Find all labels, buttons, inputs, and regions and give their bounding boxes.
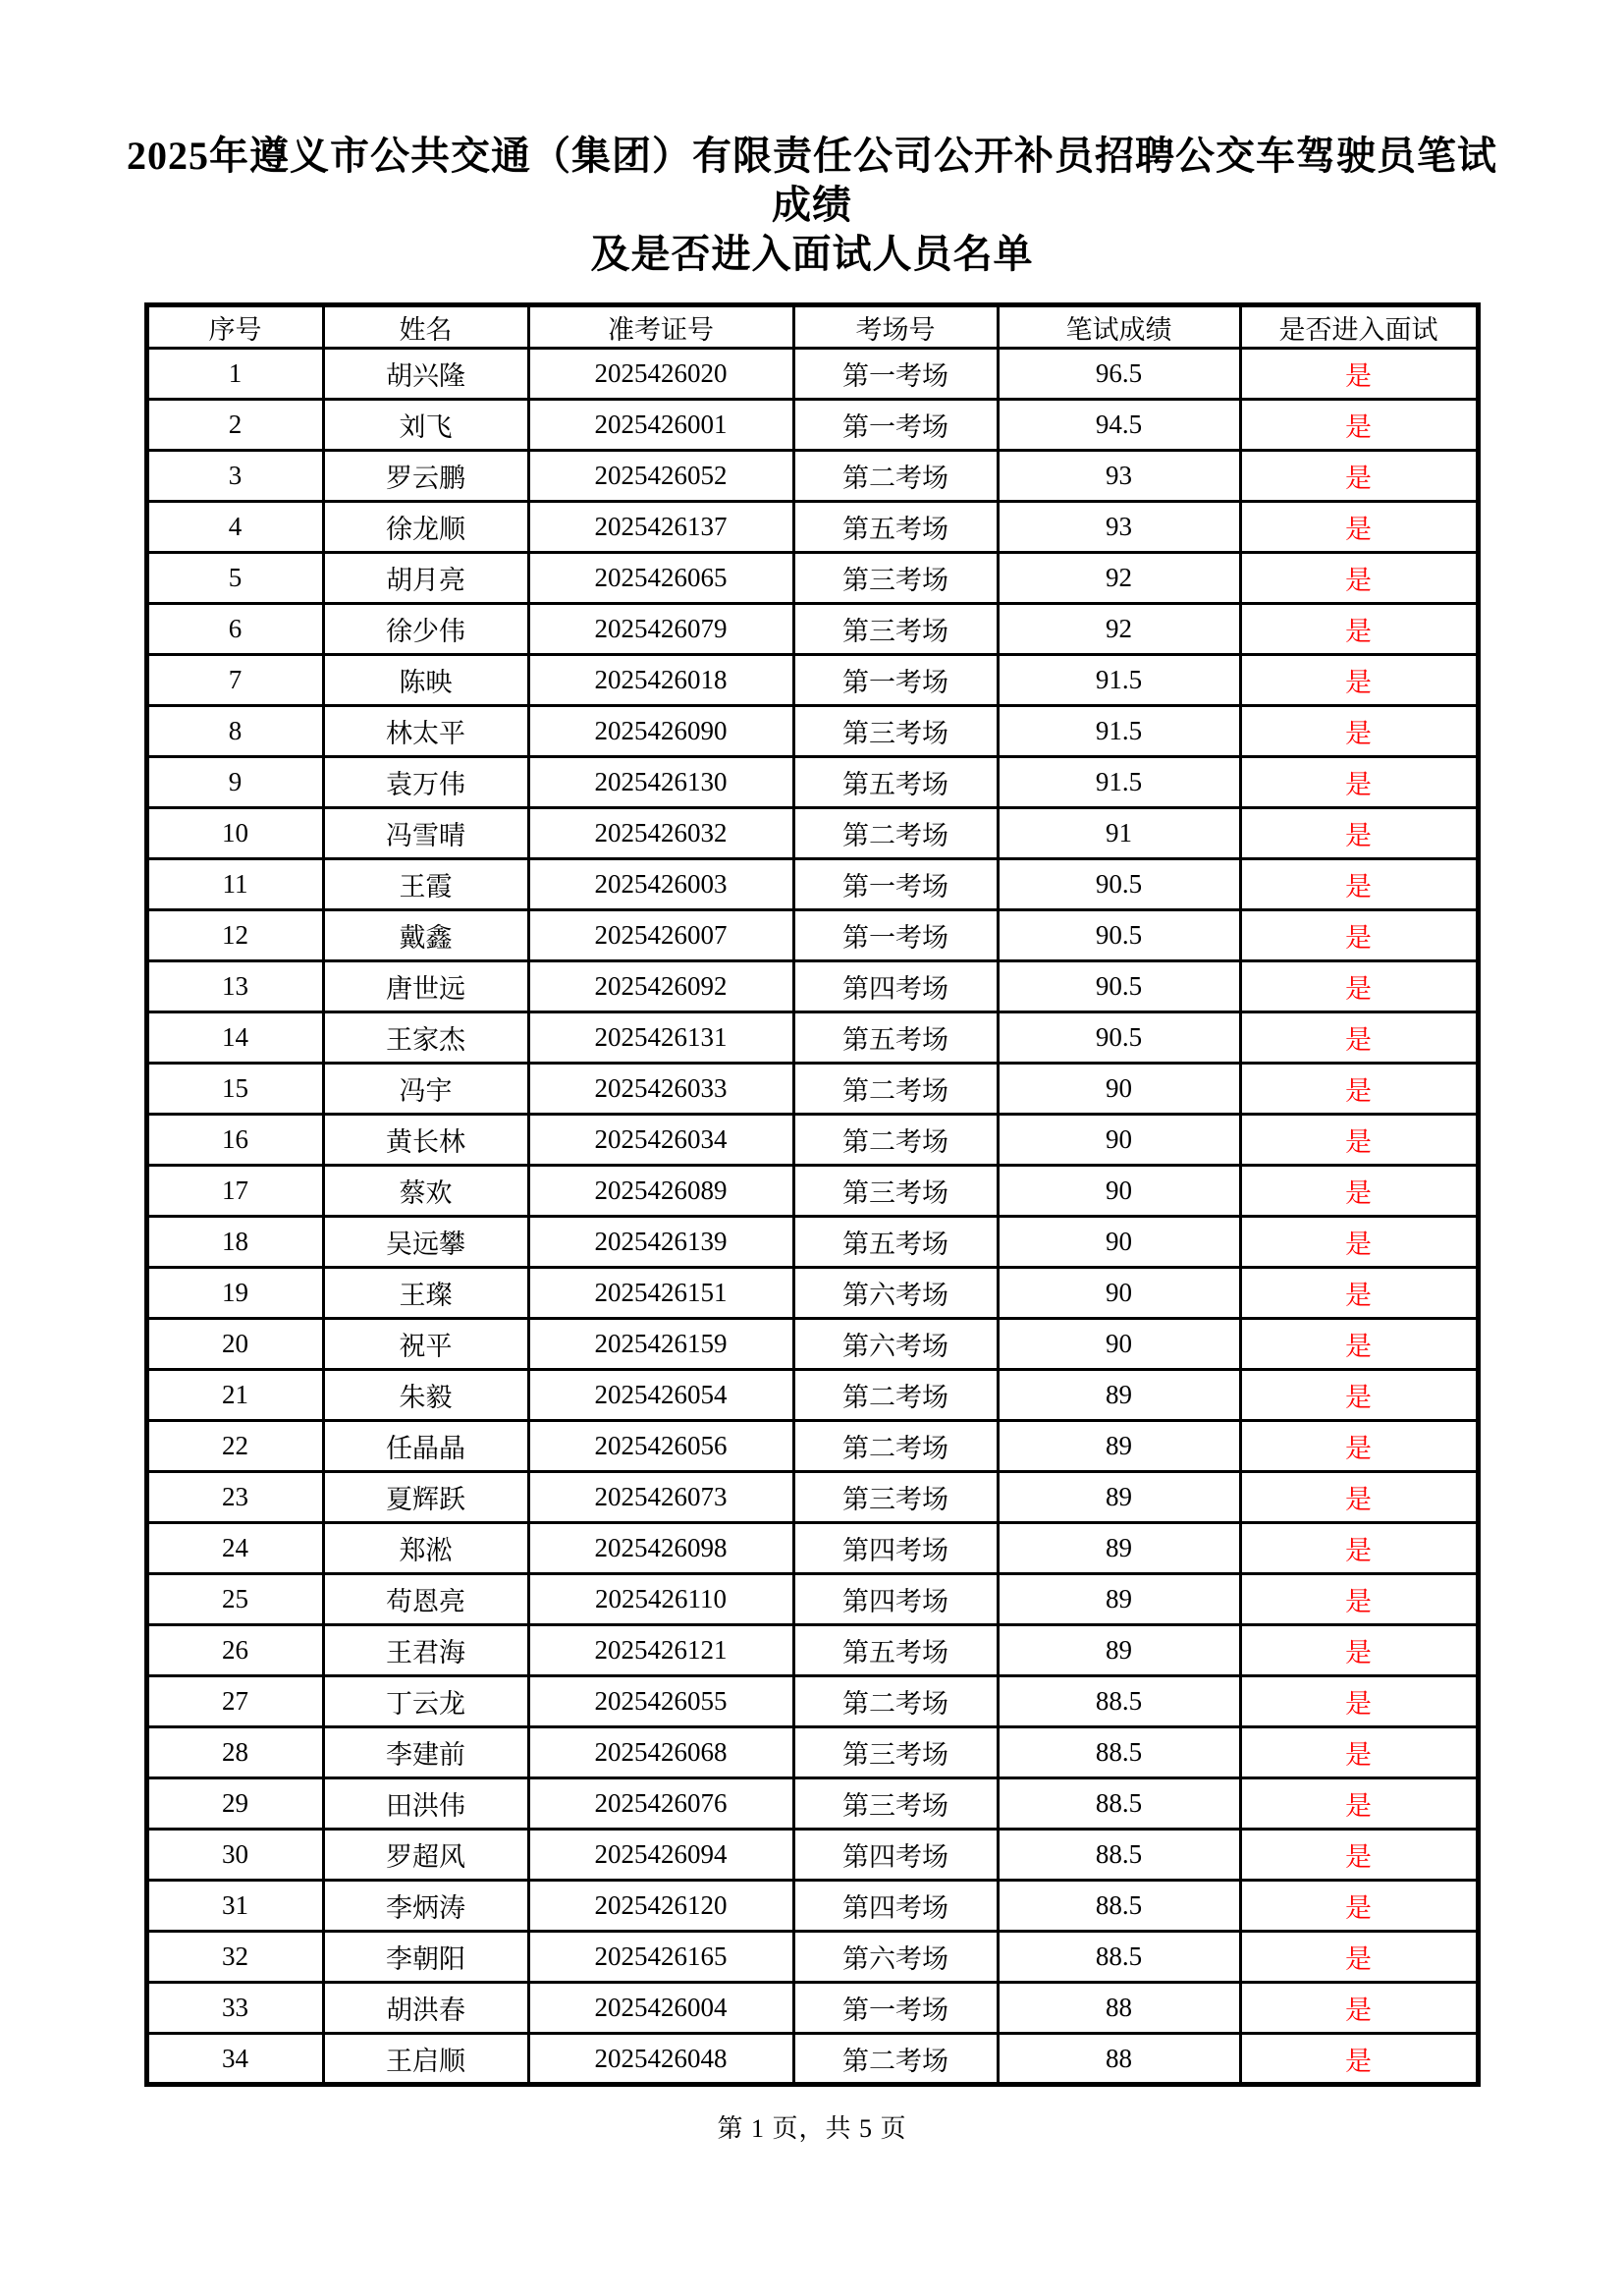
cell-name: 徐龙顺 [323, 502, 528, 553]
cell-score: 90 [998, 1319, 1240, 1370]
cell-score: 90.5 [998, 859, 1240, 910]
cell-room: 第二考场 [793, 1115, 998, 1166]
cell-name: 祝平 [323, 1319, 528, 1370]
cell-interview: 是 [1240, 553, 1478, 604]
cell-ticket-no: 2025426065 [528, 553, 793, 604]
cell-name: 袁万伟 [323, 757, 528, 808]
cell-name: 戴鑫 [323, 910, 528, 961]
cell-index: 27 [146, 1676, 323, 1727]
cell-index: 23 [146, 1472, 323, 1523]
cell-score: 92 [998, 553, 1240, 604]
cell-interview: 是 [1240, 1625, 1478, 1676]
table-row [146, 706, 1478, 757]
table-row [146, 961, 1478, 1012]
page-title-line-1: 2025年遵义市公共交通（集团）有限责任公司公开补员招聘公交车驾驶员笔试成绩 [127, 134, 1497, 227]
header-room: 考场号 [793, 305, 998, 349]
table-row [146, 1064, 1478, 1115]
cell-score: 89 [998, 1472, 1240, 1523]
cell-name: 罗云鹏 [323, 451, 528, 502]
cell-score: 88.5 [998, 1830, 1240, 1881]
cell-name: 王君海 [323, 1625, 528, 1676]
cell-room: 第三考场 [793, 706, 998, 757]
cell-interview: 是 [1240, 1830, 1478, 1881]
cell-room: 第二考场 [793, 1064, 998, 1115]
cell-score: 90 [998, 1115, 1240, 1166]
cell-ticket-no: 2025426098 [528, 1523, 793, 1574]
cell-interview: 是 [1240, 349, 1478, 400]
cell-score: 88 [998, 2034, 1240, 2085]
cell-name: 苟恩亮 [323, 1574, 528, 1625]
cell-score: 89 [998, 1574, 1240, 1625]
cell-index: 29 [146, 1778, 323, 1830]
table-row [146, 1778, 1478, 1830]
cell-name: 胡洪春 [323, 1983, 528, 2034]
header-row [146, 305, 1478, 349]
cell-ticket-no: 2025426034 [528, 1115, 793, 1166]
cell-score: 92 [998, 604, 1240, 655]
cell-ticket-no: 2025426165 [528, 1932, 793, 1983]
cell-ticket-no: 2025426131 [528, 1012, 793, 1064]
cell-interview: 是 [1240, 1166, 1478, 1217]
cell-interview: 是 [1240, 604, 1478, 655]
cell-name: 夏辉跃 [323, 1472, 528, 1523]
cell-interview: 是 [1240, 451, 1478, 502]
table-row [146, 400, 1478, 451]
cell-ticket-no: 2025426032 [528, 808, 793, 859]
cell-name: 罗超风 [323, 1830, 528, 1881]
cell-interview: 是 [1240, 910, 1478, 961]
cell-room: 第三考场 [793, 1778, 998, 1830]
table-row [146, 604, 1478, 655]
cell-room: 第一考场 [793, 1983, 998, 2034]
cell-ticket-no: 2025426054 [528, 1370, 793, 1421]
cell-interview: 是 [1240, 808, 1478, 859]
table-row [146, 502, 1478, 553]
cell-room: 第四考场 [793, 1881, 998, 1932]
cell-interview: 是 [1240, 1881, 1478, 1932]
cell-interview: 是 [1240, 1932, 1478, 1983]
table-row [146, 1370, 1478, 1421]
cell-index: 21 [146, 1370, 323, 1421]
cell-index: 25 [146, 1574, 323, 1625]
cell-interview: 是 [1240, 1319, 1478, 1370]
cell-score: 88.5 [998, 1727, 1240, 1778]
cell-name: 刘飞 [323, 400, 528, 451]
cell-name: 陈映 [323, 655, 528, 706]
cell-name: 吴远攀 [323, 1217, 528, 1268]
cell-score: 90 [998, 1217, 1240, 1268]
cell-score: 90.5 [998, 910, 1240, 961]
cell-ticket-no: 2025426094 [528, 1830, 793, 1881]
header-ticket-no: 准考证号 [528, 305, 793, 349]
cell-name: 黄长林 [323, 1115, 528, 1166]
cell-name: 李朝阳 [323, 1932, 528, 1983]
table-row [146, 1523, 1478, 1574]
table-row [146, 1268, 1478, 1319]
cell-ticket-no: 2025426110 [528, 1574, 793, 1625]
cell-room: 第三考场 [793, 1166, 998, 1217]
table-row [146, 553, 1478, 604]
cell-interview: 是 [1240, 1676, 1478, 1727]
cell-ticket-no: 2025426033 [528, 1064, 793, 1115]
cell-interview: 是 [1240, 1115, 1478, 1166]
cell-index: 30 [146, 1830, 323, 1881]
cell-interview: 是 [1240, 1778, 1478, 1830]
table-row [146, 1217, 1478, 1268]
cell-ticket-no: 2025426048 [528, 2034, 793, 2085]
cell-index: 5 [146, 553, 323, 604]
cell-score: 93 [998, 502, 1240, 553]
table-row [146, 1166, 1478, 1217]
table-row [146, 2034, 1478, 2085]
cell-score: 88.5 [998, 1932, 1240, 1983]
cell-ticket-no: 2025426151 [528, 1268, 793, 1319]
cell-name: 郑淞 [323, 1523, 528, 1574]
cell-room: 第六考场 [793, 1268, 998, 1319]
cell-interview: 是 [1240, 2034, 1478, 2085]
cell-ticket-no: 2025426007 [528, 910, 793, 961]
cell-name: 蔡欢 [323, 1166, 528, 1217]
cell-score: 93 [998, 451, 1240, 502]
cell-index: 3 [146, 451, 323, 502]
cell-interview: 是 [1240, 400, 1478, 451]
table-row [146, 1932, 1478, 1983]
cell-score: 91.5 [998, 706, 1240, 757]
cell-index: 22 [146, 1421, 323, 1472]
table-row [146, 1421, 1478, 1472]
cell-ticket-no: 2025426001 [528, 400, 793, 451]
cell-ticket-no: 2025426121 [528, 1625, 793, 1676]
cell-score: 91 [998, 808, 1240, 859]
cell-index: 4 [146, 502, 323, 553]
table-row [146, 451, 1478, 502]
cell-interview: 是 [1240, 1727, 1478, 1778]
cell-index: 16 [146, 1115, 323, 1166]
cell-interview: 是 [1240, 1472, 1478, 1523]
cell-room: 第二考场 [793, 808, 998, 859]
cell-index: 17 [146, 1166, 323, 1217]
page-title [125, 0, 1499, 279]
cell-index: 33 [146, 1983, 323, 2034]
table-row [146, 808, 1478, 859]
cell-index: 8 [146, 706, 323, 757]
cell-index: 2 [146, 400, 323, 451]
cell-interview: 是 [1240, 655, 1478, 706]
cell-interview: 是 [1240, 961, 1478, 1012]
cell-name: 胡兴隆 [323, 349, 528, 400]
cell-index: 19 [146, 1268, 323, 1319]
cell-name: 丁云龙 [323, 1676, 528, 1727]
cell-ticket-no: 2025426139 [528, 1217, 793, 1268]
cell-ticket-no: 2025426090 [528, 706, 793, 757]
cell-index: 1 [146, 349, 323, 400]
cell-interview: 是 [1240, 706, 1478, 757]
score-table-header [146, 305, 1478, 349]
table-row [146, 1676, 1478, 1727]
table-row [146, 1625, 1478, 1676]
cell-name: 王家杰 [323, 1012, 528, 1064]
cell-ticket-no: 2025426018 [528, 655, 793, 706]
cell-ticket-no: 2025426089 [528, 1166, 793, 1217]
cell-index: 9 [146, 757, 323, 808]
table-row [146, 1983, 1478, 2034]
cell-name: 冯宇 [323, 1064, 528, 1115]
table-row [146, 1830, 1478, 1881]
cell-ticket-no: 2025426073 [528, 1472, 793, 1523]
cell-index: 13 [146, 961, 323, 1012]
header-interview: 是否进入面试 [1240, 305, 1478, 349]
cell-room: 第五考场 [793, 1217, 998, 1268]
cell-room: 第一考场 [793, 859, 998, 910]
cell-index: 34 [146, 2034, 323, 2085]
cell-ticket-no: 2025426003 [528, 859, 793, 910]
cell-score: 88.5 [998, 1881, 1240, 1932]
score-table-body [146, 349, 1478, 2085]
cell-interview: 是 [1240, 1217, 1478, 1268]
table-row [146, 1574, 1478, 1625]
cell-room: 第二考场 [793, 2034, 998, 2085]
cell-room: 第四考场 [793, 1830, 998, 1881]
cell-room: 第二考场 [793, 1676, 998, 1727]
cell-name: 王启顺 [323, 2034, 528, 2085]
cell-ticket-no: 2025426076 [528, 1778, 793, 1830]
cell-room: 第四考场 [793, 1523, 998, 1574]
cell-ticket-no: 2025426120 [528, 1881, 793, 1932]
page-title-line-2: 及是否进入面试人员名单 [590, 232, 1034, 276]
cell-index: 28 [146, 1727, 323, 1778]
cell-ticket-no: 2025426092 [528, 961, 793, 1012]
table-row [146, 859, 1478, 910]
cell-ticket-no: 2025426130 [528, 757, 793, 808]
cell-name: 李建前 [323, 1727, 528, 1778]
table-row [146, 1472, 1478, 1523]
cell-room: 第二考场 [793, 1370, 998, 1421]
table-row [146, 655, 1478, 706]
cell-score: 88.5 [998, 1778, 1240, 1830]
cell-index: 14 [146, 1012, 323, 1064]
cell-score: 91.5 [998, 757, 1240, 808]
cell-ticket-no: 2025426159 [528, 1319, 793, 1370]
page-number-footer: 第 1 页，共 5 页 [717, 2114, 907, 2143]
cell-index: 18 [146, 1217, 323, 1268]
cell-name: 林太平 [323, 706, 528, 757]
cell-interview: 是 [1240, 859, 1478, 910]
cell-ticket-no: 2025426068 [528, 1727, 793, 1778]
cell-index: 12 [146, 910, 323, 961]
cell-index: 20 [146, 1319, 323, 1370]
header-score: 笔试成绩 [998, 305, 1240, 349]
cell-ticket-no: 2025426052 [528, 451, 793, 502]
cell-ticket-no: 2025426020 [528, 349, 793, 400]
cell-score: 91.5 [998, 655, 1240, 706]
cell-room: 第六考场 [793, 1932, 998, 1983]
cell-score: 94.5 [998, 400, 1240, 451]
cell-name: 田洪伟 [323, 1778, 528, 1830]
cell-index: 10 [146, 808, 323, 859]
cell-interview: 是 [1240, 1064, 1478, 1115]
cell-room: 第四考场 [793, 961, 998, 1012]
cell-index: 26 [146, 1625, 323, 1676]
cell-room: 第一考场 [793, 400, 998, 451]
cell-score: 88.5 [998, 1676, 1240, 1727]
header-name: 姓名 [323, 305, 528, 349]
cell-index: 31 [146, 1881, 323, 1932]
cell-interview: 是 [1240, 502, 1478, 553]
cell-name: 李炳涛 [323, 1881, 528, 1932]
cell-room: 第二考场 [793, 1421, 998, 1472]
cell-room: 第三考场 [793, 604, 998, 655]
cell-score: 90 [998, 1064, 1240, 1115]
cell-room: 第四考场 [793, 1574, 998, 1625]
cell-room: 第五考场 [793, 1625, 998, 1676]
cell-ticket-no: 2025426137 [528, 502, 793, 553]
cell-room: 第五考场 [793, 757, 998, 808]
cell-score: 90 [998, 1166, 1240, 1217]
cell-index: 6 [146, 604, 323, 655]
cell-index: 11 [146, 859, 323, 910]
cell-ticket-no: 2025426079 [528, 604, 793, 655]
cell-ticket-no: 2025426056 [528, 1421, 793, 1472]
cell-name: 任晶晶 [323, 1421, 528, 1472]
table-row [146, 910, 1478, 961]
cell-score: 89 [998, 1625, 1240, 1676]
cell-index: 15 [146, 1064, 323, 1115]
cell-room: 第二考场 [793, 451, 998, 502]
cell-interview: 是 [1240, 757, 1478, 808]
table-row [146, 1115, 1478, 1166]
cell-name: 王霞 [323, 859, 528, 910]
cell-name: 冯雪晴 [323, 808, 528, 859]
header-index: 序号 [146, 305, 323, 349]
cell-interview: 是 [1240, 1523, 1478, 1574]
table-row [146, 1012, 1478, 1064]
cell-room: 第一考场 [793, 655, 998, 706]
cell-room: 第一考场 [793, 349, 998, 400]
cell-score: 89 [998, 1523, 1240, 1574]
score-table [144, 302, 1481, 2087]
cell-score: 88 [998, 1983, 1240, 2034]
cell-room: 第三考场 [793, 1727, 998, 1778]
cell-interview: 是 [1240, 1421, 1478, 1472]
cell-score: 90 [998, 1268, 1240, 1319]
cell-name: 徐少伟 [323, 604, 528, 655]
cell-score: 90.5 [998, 1012, 1240, 1064]
table-row [146, 1881, 1478, 1932]
cell-room: 第五考场 [793, 502, 998, 553]
table-row [146, 349, 1478, 400]
table-row [146, 1727, 1478, 1778]
cell-room: 第五考场 [793, 1012, 998, 1064]
cell-room: 第三考场 [793, 1472, 998, 1523]
cell-score: 89 [998, 1421, 1240, 1472]
table-row [146, 1319, 1478, 1370]
cell-index: 32 [146, 1932, 323, 1983]
table-row [146, 757, 1478, 808]
cell-index: 7 [146, 655, 323, 706]
cell-interview: 是 [1240, 1370, 1478, 1421]
cell-name: 胡月亮 [323, 553, 528, 604]
cell-room: 第六考场 [793, 1319, 998, 1370]
cell-interview: 是 [1240, 1012, 1478, 1064]
cell-ticket-no: 2025426055 [528, 1676, 793, 1727]
cell-score: 90.5 [998, 961, 1240, 1012]
cell-index: 24 [146, 1523, 323, 1574]
cell-score: 89 [998, 1370, 1240, 1421]
cell-name: 王璨 [323, 1268, 528, 1319]
cell-room: 第一考场 [793, 910, 998, 961]
cell-interview: 是 [1240, 1983, 1478, 2034]
cell-score: 96.5 [998, 349, 1240, 400]
cell-interview: 是 [1240, 1574, 1478, 1625]
cell-name: 唐世远 [323, 961, 528, 1012]
cell-interview: 是 [1240, 1268, 1478, 1319]
cell-ticket-no: 2025426004 [528, 1983, 793, 2034]
cell-name: 朱毅 [323, 1370, 528, 1421]
cell-room: 第三考场 [793, 553, 998, 604]
